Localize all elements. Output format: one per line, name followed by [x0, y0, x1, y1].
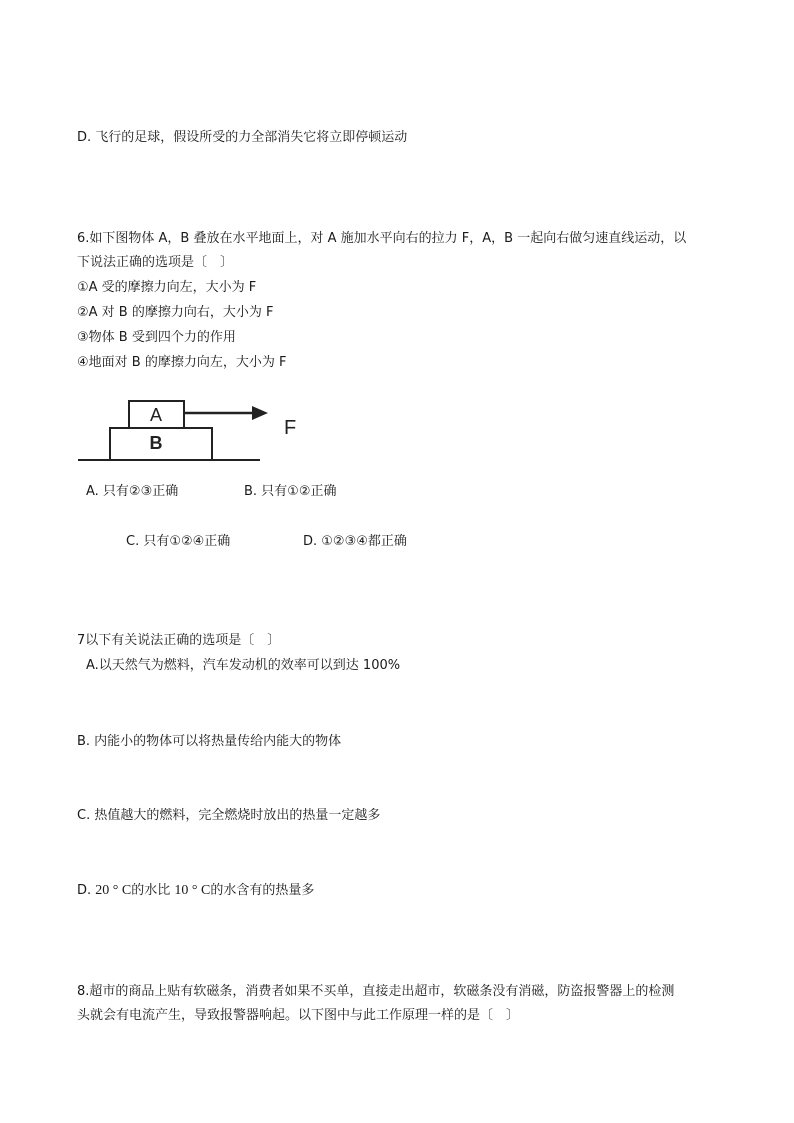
q6-statement-2: ②A 对 B 的摩擦力向右，大小为 F [77, 305, 274, 320]
q8-stem-line1: 8.超市的商品上贴有软磁条，消费者如果不买单，直接走出超市，软磁条没有消磁，防盗报警器上的检测 [77, 984, 675, 999]
q7-option-d-prefix: D. [77, 883, 92, 898]
force-arrow-head [252, 406, 268, 420]
q6-stem-line2: 下说法正确的选项是〔 〕 [77, 255, 234, 270]
q7-option-d-temp2: 10 ° C [174, 883, 211, 898]
q6-statement-1: ①A 受的摩擦力向左，大小为 F [77, 280, 257, 295]
q8-stem-line2: 头就会有电流产生，导致报警器响起。以下图中与此工作原理一样的是〔 〕 [77, 1008, 520, 1023]
q7-stem: 7以下有关说法正确的选项是〔 〕 [77, 633, 281, 648]
q6-option-c: C. 只有①②④正确 [126, 534, 231, 549]
block-a-label: A [149, 405, 163, 425]
q7-option-d-mid: 的水比 [131, 883, 171, 898]
q6-option-b: B. 只有①②正确 [244, 484, 337, 499]
q7-option-c: C. 热值越大的燃料，完全燃烧时放出的热量一定越多 [77, 808, 381, 823]
q6-statement-4: ④地面对 B 的摩擦力向左，大小为 F [77, 355, 287, 370]
q7-option-d [77, 882, 314, 900]
q7-option-d-temp1: 20 ° C [95, 883, 132, 898]
q6-figure [74, 396, 314, 468]
q6-statement-3: ③物体 B 受到四个力的作用 [77, 330, 236, 345]
q7-option-d-suffix: 的水含有的热量多 [210, 883, 315, 898]
q7-option-a: A.以天然气为燃料，汽车发动机的效率可以到达 100% [86, 658, 401, 673]
q7-option-b: B. 内能小的物体可以将热量传给内能大的物体 [77, 734, 342, 749]
q6-option-d: D. ①②③④都正确 [303, 534, 407, 549]
q6-option-a: A. 只有②③正确 [86, 484, 179, 499]
force-label: F [284, 417, 297, 439]
block-b-label: B [149, 433, 163, 453]
q6-stem-line1: 6.如下图物体 A，B 叠放在水平地面上，对 A 施加水平向右的拉力 F，A，B 一起向右做匀速直线运动，以 [77, 231, 687, 246]
q5-option-d: D. 飞行的足球，假设所受的力全部消失它将立即停顿运动 [77, 130, 408, 145]
